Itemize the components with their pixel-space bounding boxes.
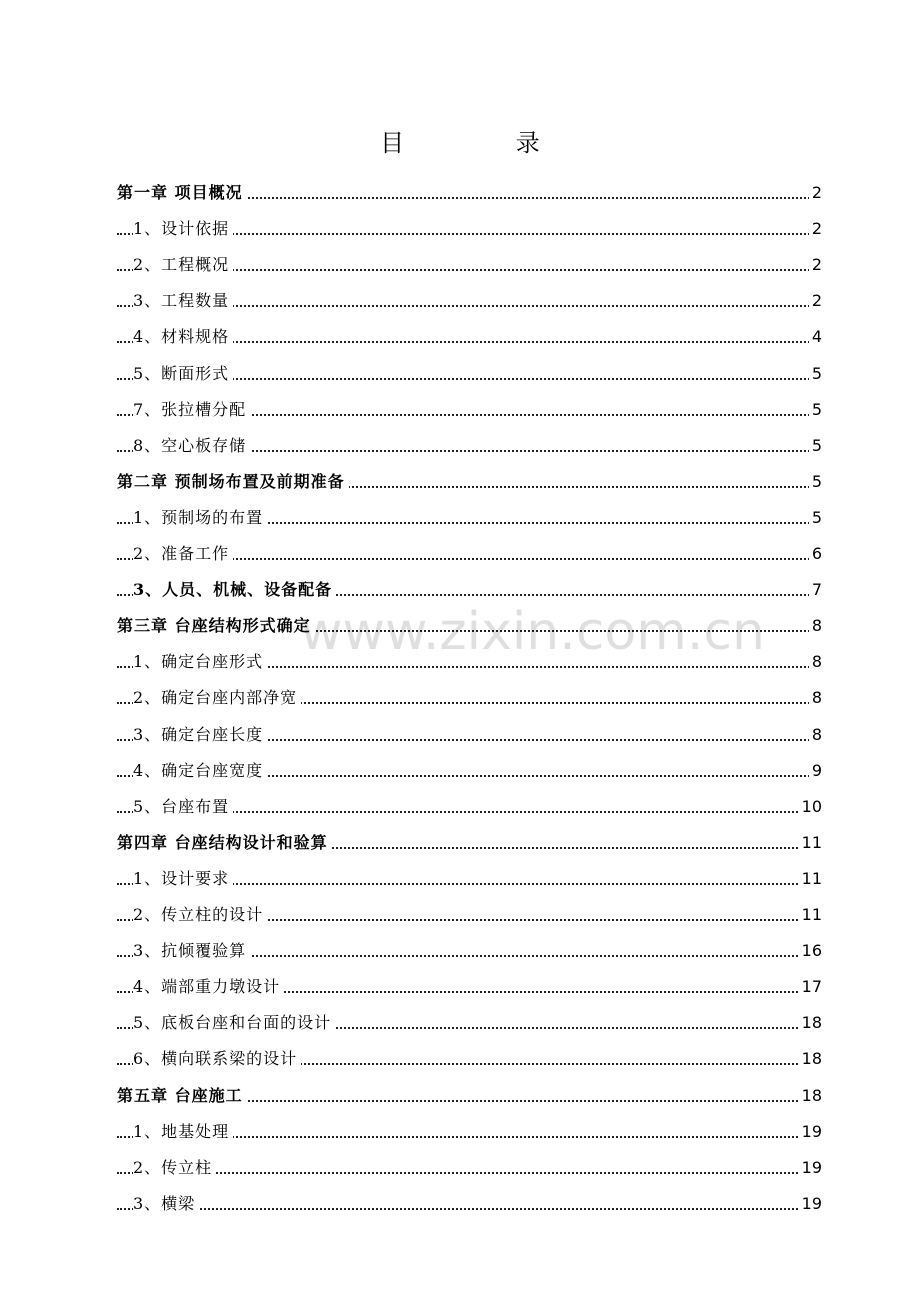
toc-page-number: 7: [809, 578, 822, 602]
toc-entry-title: 1、设计要求: [133, 867, 233, 891]
toc-section-entry[interactable]: [0, 1186, 920, 1222]
toc-section-entry[interactable]: [0, 969, 920, 1005]
toc-entry-title: 6、横向联系梁的设计: [133, 1047, 301, 1071]
toc-entry-title: 第一章 项目概况: [117, 181, 247, 205]
toc-page-number: 18: [799, 1011, 822, 1035]
toc-entry-title: 1、地基处理: [133, 1120, 233, 1144]
toc-page-number: 5: [809, 470, 822, 494]
toc-page-number: 8: [809, 650, 822, 674]
toc-page-number: 18: [799, 1047, 822, 1071]
toc-entry-title: 4、确定台座宽度: [133, 759, 267, 783]
toc-entry-title: 4、端部重力墩设计: [133, 975, 284, 999]
toc-section-entry[interactable]: [0, 933, 920, 969]
toc-page-number: 19: [799, 1156, 822, 1180]
toc-section-entry[interactable]: [0, 572, 920, 608]
toc-entry-title: 1、确定台座形式: [133, 650, 267, 674]
toc-section-entry[interactable]: [0, 717, 920, 753]
toc-entry-title: 8、空心板存储: [133, 434, 250, 458]
toc-section-entry[interactable]: [0, 753, 920, 789]
toc-dot-leader: [117, 1172, 822, 1174]
toc-entry-title: 3、人员、机械、设备配备: [133, 578, 336, 602]
toc-section-entry[interactable]: [0, 861, 920, 897]
toc-section-entry[interactable]: [0, 392, 920, 428]
toc-section-entry[interactable]: [0, 500, 920, 536]
toc-page-number: 8: [809, 614, 822, 638]
toc-page-number: 17: [799, 975, 822, 999]
toc-page-number: 5: [809, 398, 822, 422]
toc-chapter-entry[interactable]: [0, 1078, 920, 1114]
toc-section-entry[interactable]: [0, 536, 920, 572]
toc-section-entry[interactable]: [0, 1150, 920, 1186]
toc-page-number: 2: [809, 253, 822, 277]
toc-page-number: 2: [809, 217, 822, 241]
toc-page-number: 18: [799, 1084, 822, 1108]
toc-entry-title: 1、预制场的布置: [133, 506, 267, 530]
toc-page-number: 4: [809, 325, 822, 349]
toc-section-entry[interactable]: [0, 789, 920, 825]
toc-entry-title: 5、底板台座和台面的设计: [133, 1011, 335, 1035]
toc-entry-title: 3、确定台座长度: [133, 723, 267, 747]
toc-page-number: 11: [799, 867, 822, 891]
toc-section-entry[interactable]: [0, 428, 920, 464]
toc-page-number: 2: [809, 181, 822, 205]
page-title: 目 录: [380, 129, 592, 157]
toc-page-number: 2: [809, 289, 822, 313]
toc-entry-title: 3、工程数量: [133, 289, 233, 313]
toc-entry-title: 2、准备工作: [133, 542, 233, 566]
toc-section-entry[interactable]: [0, 1041, 920, 1077]
toc-entry-title: 第五章 台座施工: [117, 1084, 247, 1108]
toc-dot-leader: [117, 1208, 822, 1210]
toc-page-number: 8: [809, 723, 822, 747]
toc-chapter-entry[interactable]: [0, 608, 920, 644]
toc-page-number: 11: [799, 903, 822, 927]
toc-chapter-entry[interactable]: [0, 175, 920, 211]
toc-entry-title: 7、张拉槽分配: [133, 398, 250, 422]
toc-entry-title: 2、确定台座内部净宽: [133, 686, 301, 710]
toc-entry-title: 4、材料规格: [133, 325, 233, 349]
toc-page-number: 19: [799, 1192, 822, 1216]
toc-entry-title: 2、传立柱: [133, 1156, 216, 1180]
toc-page-number: 16: [799, 939, 822, 963]
toc-section-entry[interactable]: [0, 897, 920, 933]
toc-page-number: 9: [809, 759, 822, 783]
toc-section-entry[interactable]: [0, 680, 920, 716]
toc-section-entry[interactable]: [0, 319, 920, 355]
toc-section-entry[interactable]: [0, 211, 920, 247]
toc-entry-title: 3、抗倾覆验算: [133, 939, 250, 963]
toc-entry-title: 5、台座布置: [133, 795, 233, 819]
toc-page-number: 5: [809, 362, 822, 386]
toc-entry-title: 第三章 台座结构形式确定: [117, 614, 315, 638]
toc-page-number: 11: [799, 831, 822, 855]
toc-entry-title: 第四章 台座结构设计和验算: [117, 831, 332, 855]
toc-entry-title: 5、断面形式: [133, 362, 233, 386]
toc-section-entry[interactable]: [0, 247, 920, 283]
toc-section-entry[interactable]: [0, 1114, 920, 1150]
toc-section-entry[interactable]: [0, 283, 920, 319]
toc-page-number: 8: [809, 686, 822, 710]
toc-page-number: 5: [809, 506, 822, 530]
toc-entry-title: 3、横梁: [133, 1192, 199, 1216]
toc-entry-title: 2、传立柱的设计: [133, 903, 267, 927]
toc-section-entry[interactable]: [0, 644, 920, 680]
toc-chapter-entry[interactable]: [0, 464, 920, 500]
toc-page-number: 19: [799, 1120, 822, 1144]
toc-page-number: 5: [809, 434, 822, 458]
watermark: www.zixin.com.cn: [300, 602, 765, 662]
toc-section-entry[interactable]: [0, 1005, 920, 1041]
toc-section-entry[interactable]: [0, 356, 920, 392]
toc-entry-title: 第二章 预制场布置及前期准备: [117, 470, 349, 494]
toc-chapter-entry[interactable]: [0, 825, 920, 861]
toc-page-number: 6: [809, 542, 822, 566]
toc-entry-title: 2、工程概况: [133, 253, 233, 277]
toc-entry-title: 1、设计依据: [133, 217, 233, 241]
toc-page-number: 10: [799, 795, 822, 819]
